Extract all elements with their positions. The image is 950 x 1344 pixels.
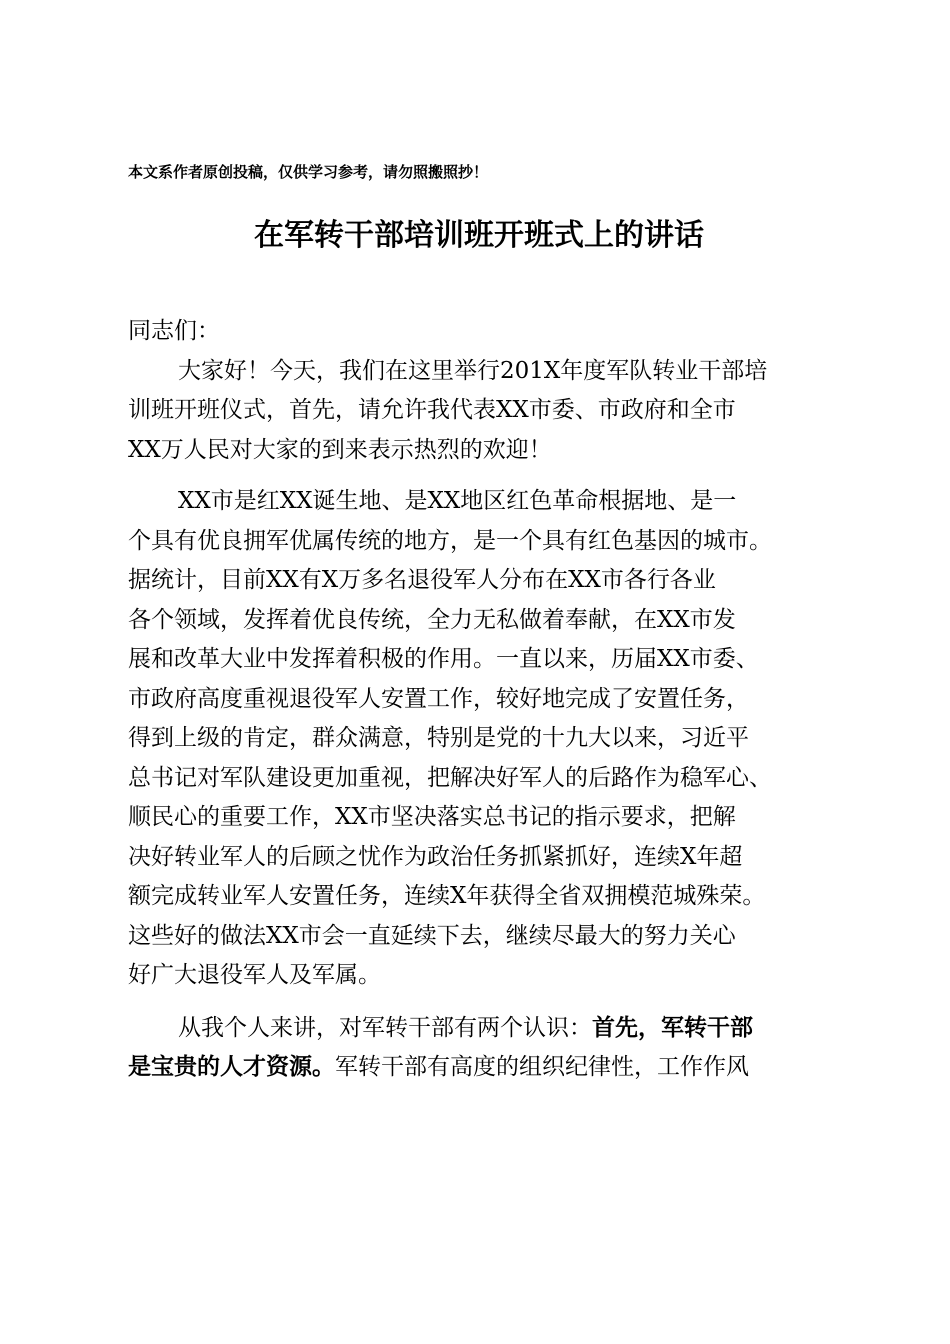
paragraph-line: 个具有优良拥军优属传统的地方，是一个具有红色基因的城市。 <box>128 527 772 554</box>
paragraph-line <box>128 1008 848 1048</box>
paragraph-text: 从我个人来讲，对军转干部有两个认识： <box>178 1014 592 1041</box>
paragraph-line: 额完成转业军人安置任务，连续X年获得全省双拥模范城殊荣。 <box>128 883 766 909</box>
paragraph-line: 决好转业军人的后顾之忧作为政治任务抓紧抓好，连续X年超 <box>128 843 743 870</box>
paragraph-line: 训班开班仪式，首先，请允许我代表XX市委、市政府和全市 <box>128 397 736 423</box>
paragraph-line: 顺民心的重要工作，XX市坚决落实总书记的指示要求，把解 <box>128 804 736 830</box>
paragraph-line: 市政府高度重视退役军人安置工作，较好地完成了安置任务， <box>128 685 749 712</box>
paragraph-line: 好广大退役军人及军属。 <box>128 962 381 988</box>
paragraph-welcome <box>128 352 848 471</box>
paragraph-line: 得到上级的肯定，群众满意，特别是党的十九大以来，习近平 <box>128 725 749 751</box>
emphasis-text: 首先，军转干部 <box>592 1013 753 1041</box>
paragraph-line: 展和改革大业中发挥着积极的作用。一直以来，历届XX市委、 <box>128 646 759 672</box>
paragraph-personal-view <box>128 1008 848 1087</box>
document-title: 在军转干部培训班开班式上的讲话 <box>254 218 704 253</box>
paragraph-line: 这些好的做法XX市会一直延续下去，继续尽最大的努力关心 <box>128 922 736 949</box>
salutation: 同志们： <box>128 318 220 344</box>
copyright-notice: 本文系作者原创投稿，仅供学习参考，请勿照搬照抄！ <box>128 163 489 181</box>
document-body <box>128 312 848 1087</box>
paragraph-line: XX万人民对大家的到来表示热烈的欢迎！ <box>128 436 552 463</box>
paragraph-text: 军转干部有高度的组织纪律性，工作作风 <box>335 1054 749 1080</box>
paragraph-line: 据统计，目前XX有X万多名退役军人分布在XX市各行各业 <box>128 567 716 593</box>
paragraph-line <box>128 1047 848 1087</box>
paragraph-line: XX市是红XX诞生地、是XX地区红色革命根据地、是一 <box>178 488 737 514</box>
paragraph-line: 总书记对军队建设更加重视，把解决好军人的后路作为稳军心、 <box>128 764 772 791</box>
emphasis-text: 是宝贵的人才资源。 <box>128 1053 335 1080</box>
paragraph-line: 大家好！今天，我们在这里举行201X年度军队转业干部培 <box>178 357 768 384</box>
paragraph-line: 各个领域，发挥着优良传统，全力无私做着奉献，在XX市发 <box>128 606 736 633</box>
paragraph-city-history <box>128 482 848 996</box>
